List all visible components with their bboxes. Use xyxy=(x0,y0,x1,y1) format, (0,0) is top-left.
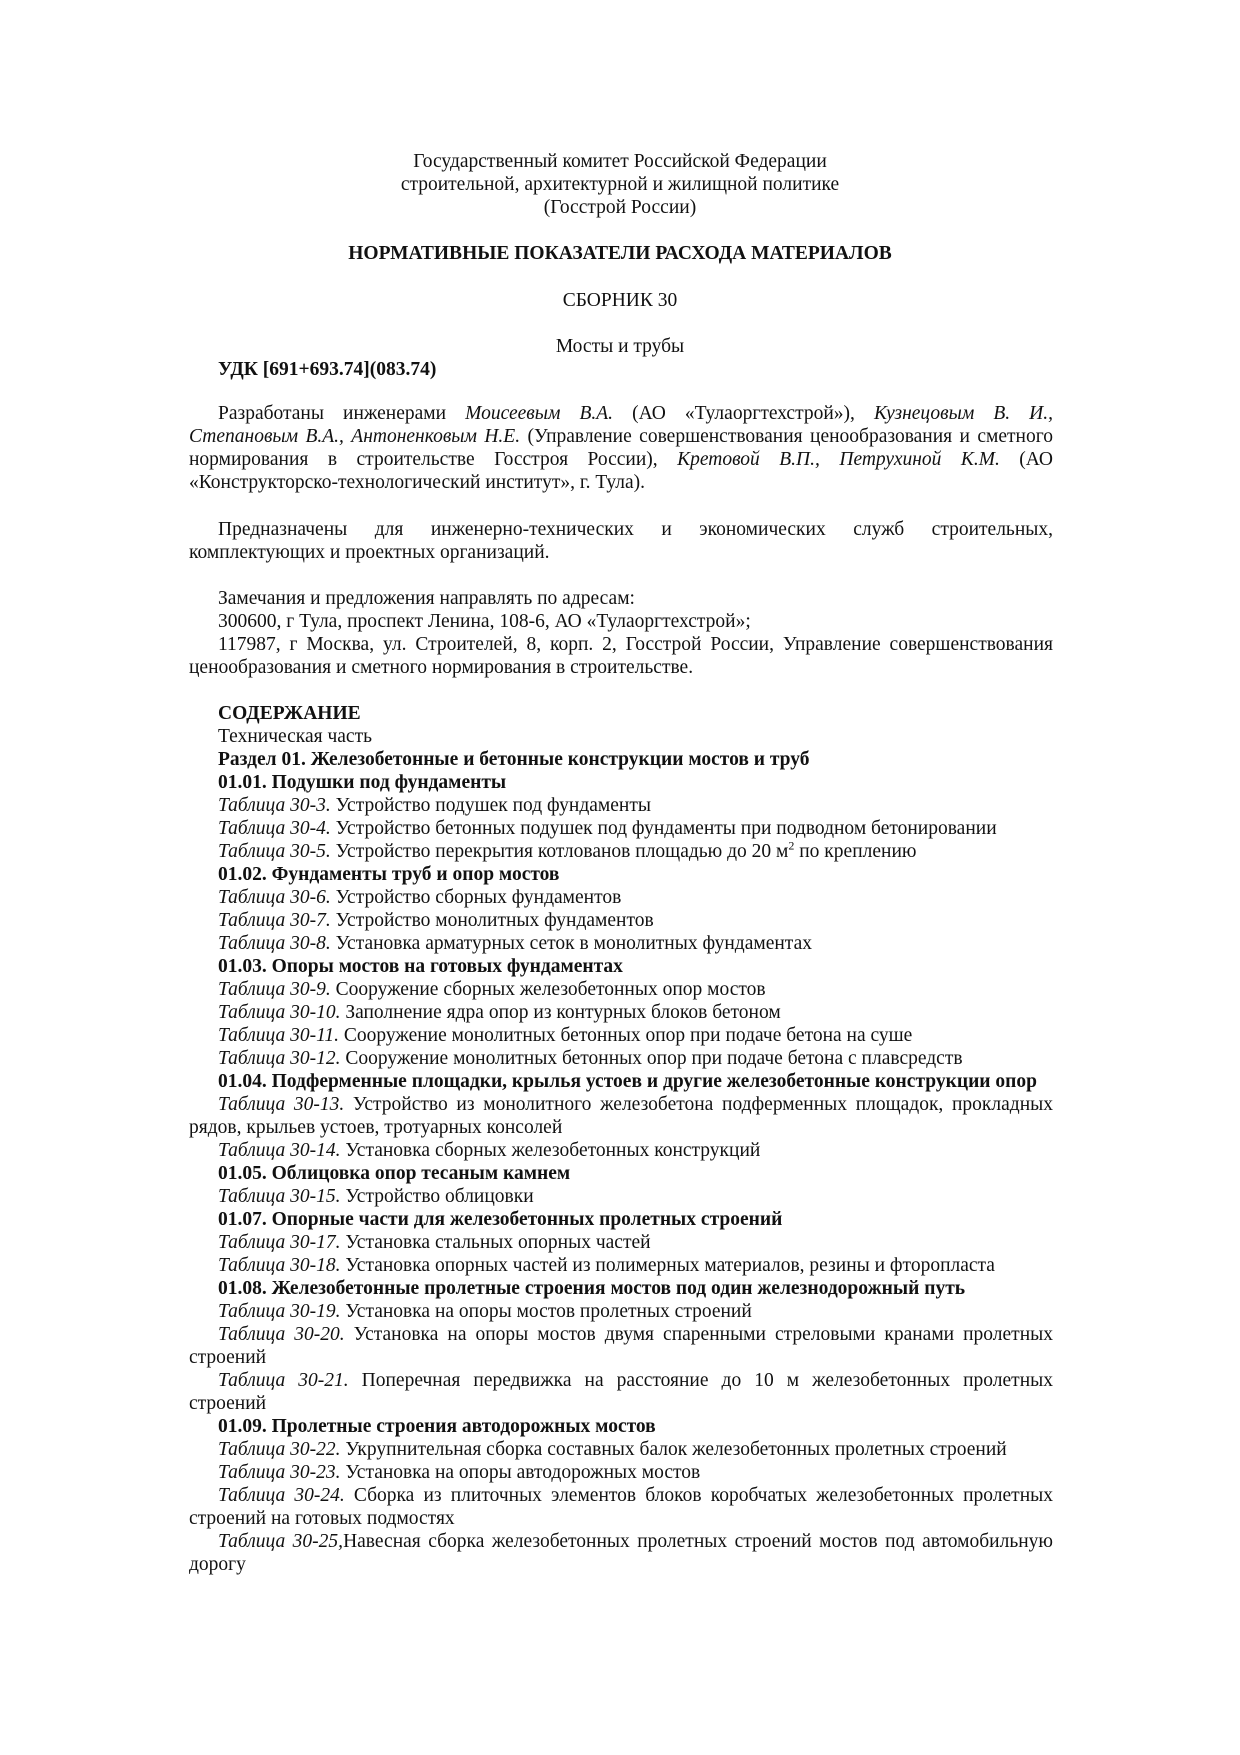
toc-table-30-20: Таблица 30-20. Установка на опоры мостов двумя спаренными стреловыми кранами пролетных строений xyxy=(189,1324,1053,1368)
toc-subsection-0103: 01.03. Опоры мостов на готовых фундаментах xyxy=(218,956,623,977)
toc-subsection-0104: 01.04. Подферменные площадки, крылья устоев и другие железобетонные конструкции опор xyxy=(218,1071,1037,1092)
toc-table-30-13: Таблица 30-13. Устройство из монолитного железобетона подферменных площадок, прокладных рядов, крыльев устоев, тротуарных консолей xyxy=(189,1094,1053,1138)
issuer-line-3: (Госстрой России) xyxy=(543,197,697,218)
developer-name-1: Моисеевым В.А. xyxy=(465,403,614,424)
toc-subsection-0105: 01.05. Облицовка опор тесаным камнем xyxy=(218,1163,571,1184)
developers-text-2: (АО «Тулаоргтехстрой»), xyxy=(613,403,874,424)
developer-name-3: Кретовой В.П., Петрухиной К.М. xyxy=(677,449,1000,470)
toc-table-30-22: Таблица 30-22. Укрупнительная сборка составных балок железобетонных пролетных строений xyxy=(218,1439,1007,1460)
toc-table-30-5: Таблица 30-5. Устройство перекрытия котлованов площадью до 20 $м^2$ по креплению xyxy=(218,838,917,862)
purpose-text: Предназначены для инженерно-технических и экономических служб строительных, комплектующих и проектных организаций. xyxy=(189,519,1053,563)
toc-table-30-24: Таблица 30-24. Сборка из плиточных элементов блоков коробчатых железобетонных пролетных строений на готовых подмостях xyxy=(189,1485,1053,1529)
toc-table-30-14: Таблица 30-14. Установка сборных железобетонных конструкций xyxy=(218,1140,761,1161)
toc-table-30-12: Таблица 30-12. Сооружение монолитных бетонных опор при подаче бетона с плавсредств xyxy=(218,1048,963,1069)
toc-technical-part: Техническая часть xyxy=(218,726,373,747)
toc-table-30-21: Таблица 30-21. Поперечная передвижка на расстояние до 10 м железобетонных пролетных строений xyxy=(189,1370,1053,1414)
toc-subsection-0101: 01.01. Подушки под фундаменты xyxy=(218,772,507,793)
toc-table-30-4: Таблица 30-4. Устройство бетонных подушек под фундаменты при подводном бетонировании xyxy=(218,818,997,839)
collection-subject: Мосты и трубы xyxy=(555,336,685,357)
table-of-contents xyxy=(189,702,1053,1576)
toc-table-30-9: Таблица 30-9. Сооружение сборных железобетонных опор мостов xyxy=(218,979,766,1000)
toc-section-01: Раздел 01. Железобетонные и бетонные конструкции мостов и труб xyxy=(218,749,810,770)
toc-table-30-25: Таблица 30-25,Навесная сборка железобетонных пролетных строений мостов под автомобильную дорогу xyxy=(189,1531,1053,1575)
purpose-paragraph xyxy=(189,518,1053,564)
toc-heading: СОДЕРЖАНИЕ xyxy=(218,703,361,724)
remarks-intro: Замечания и предложения направлять по адресам: xyxy=(218,588,635,609)
document-title: НОРМАТИВНЫЕ ПОКАЗАТЕЛИ РАСХОДА МАТЕРИАЛОВ xyxy=(348,243,892,264)
issuer-line-1: Государственный комитет Российской Федерации xyxy=(413,151,827,172)
toc-table-30-15: Таблица 30-15. Устройство облицовки xyxy=(218,1186,534,1207)
toc-subsection-0108: 01.08. Железобетонные пролетные строения мостов под один железнодорожный путь xyxy=(218,1278,966,1299)
developers-text-3: (Управление совершенствования ценообразования и сметного нормирования в строительстве Госстроя России), xyxy=(189,426,1053,470)
collection-number: СБОРНИК 30 xyxy=(562,290,678,311)
remarks-block xyxy=(189,587,1053,679)
developers-text-4: (АО «Конструкторско-технологический институт», г. Тула). xyxy=(189,449,1053,493)
toc-subsection-0102: 01.02. Фундаменты труб и опор мостов xyxy=(218,864,560,885)
developers-paragraph xyxy=(189,402,1053,494)
issuer-block xyxy=(0,150,1240,219)
toc-table-30-11: Таблица 30-11. Сооружение монолитных бетонных опор при подаче бетона на суше xyxy=(218,1025,913,1046)
developers-text-1: Разработаны инженерами xyxy=(218,403,466,424)
toc-table-30-6: Таблица 30-6. Устройство сборных фундаментов xyxy=(218,887,622,908)
developer-name-2: Кузнецовым В. И., Степановым В.А., Антоненковым Н.Е. xyxy=(189,403,1054,447)
toc-table-30-3: Таблица 30-3. Устройство подушек под фундаменты xyxy=(218,795,651,816)
toc-table-30-10: Таблица 30-10. Заполнение ядра опор из контурных блоков бетоном xyxy=(218,1002,781,1023)
toc-table-30-17: Таблица 30-17. Установка стальных опорных частей xyxy=(218,1232,651,1253)
udk-code: УДК [691+693.74](083.74) xyxy=(218,359,437,380)
toc-table-30-19: Таблица 30-19. Установка на опоры мостов пролетных строений xyxy=(218,1301,752,1322)
toc-table-30-18: Таблица 30-18. Установка опорных частей из полимерных материалов, резины и фторопласта xyxy=(218,1255,995,1276)
remarks-address-1: 300600, г Тула, проспект Ленина, 108-6, АО «Тулаоргтехстрой»; xyxy=(218,611,751,632)
toc-subsection-0109: 01.09. Пролетные строения автодорожных мостов xyxy=(218,1416,656,1437)
toc-table-30-7: Таблица 30-7. Устройство монолитных фундаментов xyxy=(218,910,654,931)
toc-table-30-23: Таблица 30-23. Установка на опоры автодорожных мостов xyxy=(218,1462,701,1483)
issuer-line-2: строительной, архитектурной и жилищной политике xyxy=(400,174,840,195)
toc-table-30-8: Таблица 30-8. Установка арматурных сеток в монолитных фундаментах xyxy=(218,933,812,954)
toc-subsection-0107: 01.07. Опорные части для железобетонных пролетных строений xyxy=(218,1209,783,1230)
remarks-address-2: 117987, г Москва, ул. Строителей, 8, корп. 2, Госстрой России, Управление совершенствования ценообразования и сметного нормирования в строительстве. xyxy=(189,634,1053,678)
